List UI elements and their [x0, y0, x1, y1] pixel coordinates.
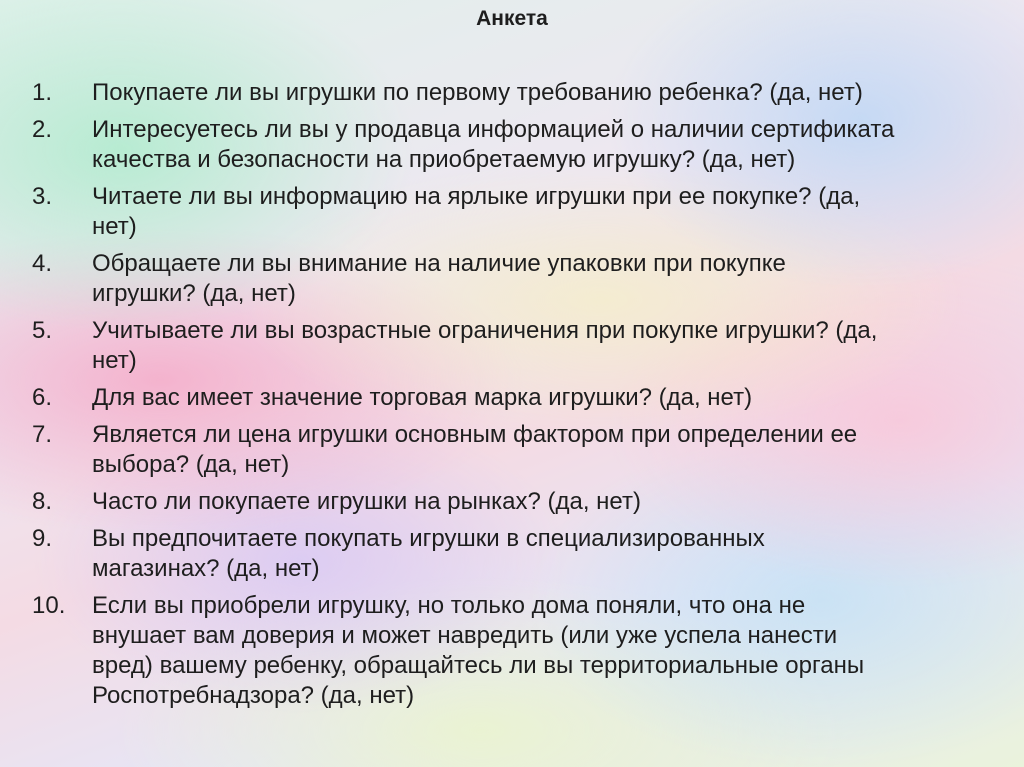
- question-item: [32, 316, 1024, 376]
- question-item: [32, 78, 1024, 108]
- slide-title: Анкета: [476, 7, 548, 30]
- question-item: [32, 115, 1024, 175]
- question-number: 5.: [32, 317, 53, 344]
- question-number: 6.: [32, 384, 53, 411]
- question-text: Читаете ли вы информацию на ярлыке игрушки при ее покупке? (да, нет): [92, 183, 861, 240]
- question-item: [32, 524, 1024, 584]
- question-number: 4.: [32, 250, 53, 277]
- question-number: 9.: [32, 525, 53, 552]
- question-item: [32, 182, 1024, 242]
- question-item: [32, 487, 1024, 517]
- question-text: Является ли цена игрушки основным фактором при определении ее выбора? (да, нет): [92, 421, 858, 478]
- question-number: 3.: [32, 183, 53, 210]
- question-number: 1.: [32, 79, 53, 106]
- question-text: Для вас имеет значение торговая марка игрушки? (да, нет): [92, 384, 753, 411]
- question-text: Часто ли покупаете игрушки на рынках? (да, нет): [92, 488, 641, 515]
- question-list: [32, 78, 1024, 718]
- question-number: 8.: [32, 488, 53, 515]
- question-number: 10.: [32, 592, 66, 619]
- question-text: Интересуетесь ли вы у продавца информацией о наличии сертификата качества и безопасности на приобретаемую игрушку? (да, нет): [92, 116, 895, 173]
- question-text: Если вы приобрели игрушку, но только дома поняли, что она не внушает вам доверия и может навредить (или уже успела нанести вред) вашему ребенку, обращайтесь ли вы территориальные органы Роспотребнадзора? (да, нет): [92, 592, 865, 709]
- question-item: [32, 383, 1024, 413]
- question-item: [32, 249, 1024, 309]
- question-text: Учитываете ли вы возрастные ограничения при покупке игрушки? (да, нет): [92, 317, 878, 374]
- question-text: Покупаете ли вы игрушки по первому требованию ребенка? (да, нет): [92, 79, 863, 106]
- question-text: Обращаете ли вы внимание на наличие упаковки при покупке игрушки? (да, нет): [92, 250, 786, 307]
- question-number: 2.: [32, 116, 53, 143]
- question-item: [32, 420, 1024, 480]
- question-number: 7.: [32, 421, 53, 448]
- question-item: [32, 591, 1024, 711]
- question-text: Вы предпочитаете покупать игрушки в специализированных магазинах? (да, нет): [92, 525, 765, 582]
